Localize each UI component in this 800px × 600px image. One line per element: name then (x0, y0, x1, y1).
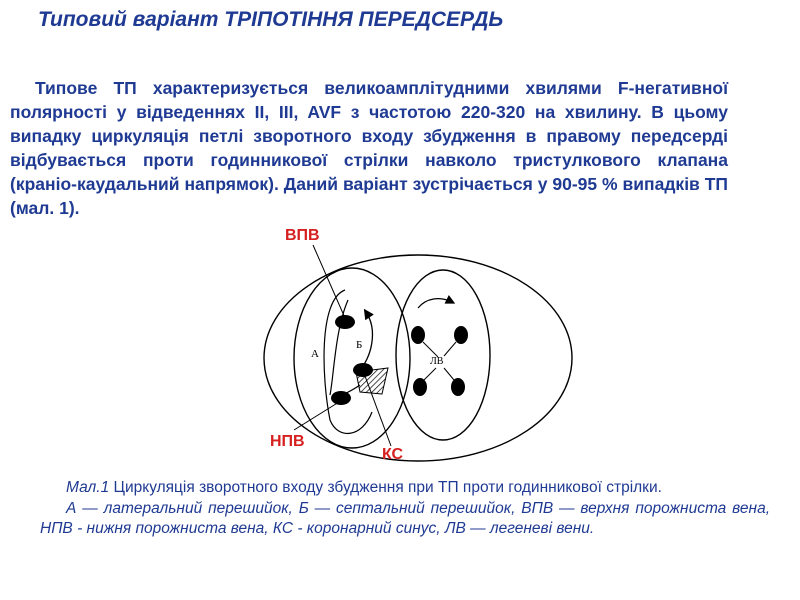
vpv-pointer (313, 245, 345, 318)
label-npv: НПВ (270, 433, 305, 450)
npv-pointer (294, 402, 339, 430)
description-paragraph: Типове ТП характеризується великоамплітудними хвилями F-негативної полярності у відведеннях II, III, AVF з частотою 220-320 на хвилину. В цьому випадку циркуляція петлі зворотного входу збудження в правому передсерді відбувається проти годинникової стрілки навколо тристулкового клапана (краніо-каудальний напрямок). Даний варіант зустрічається у 90-95 % випадків ТП (мал. 1). (10, 78, 728, 218)
caption-legend: А — латеральний перешийок, Б — септальний перешийок, ВПВ — верхня порожниста вена, НПВ - нижня порожниста вена, КС - коронарний синус, ЛВ — легеневі вени. (40, 499, 770, 537)
left-atrium-arrow (418, 299, 452, 308)
label-a: А (311, 348, 319, 360)
caption-first-line (40, 478, 770, 499)
label-b: Б (356, 339, 363, 351)
label-ks: КС (382, 446, 404, 463)
tricuspid-ring (324, 290, 372, 433)
circulation-arrow-lower (330, 300, 348, 395)
ks-dot (353, 363, 373, 377)
npv-dot (331, 391, 351, 405)
caption-text: Циркуляція зворотного входу збудження при ТП проти годинникової стрілки. (109, 479, 662, 496)
label-vpv: ВПВ (285, 227, 320, 244)
caption-number: Мал.1 (66, 479, 110, 496)
pulmonary-vein-2 (454, 326, 468, 344)
label-lv: ЛВ (430, 356, 444, 367)
pulmonary-vein-3 (413, 378, 427, 396)
pulmonary-vein-1 (411, 326, 425, 344)
page-title: Типовий варіант ТРІПОТІННЯ ПЕРЕДСЕРДЬ (38, 8, 504, 31)
pulmonary-vein-4 (451, 378, 465, 396)
figure-caption (40, 478, 770, 540)
